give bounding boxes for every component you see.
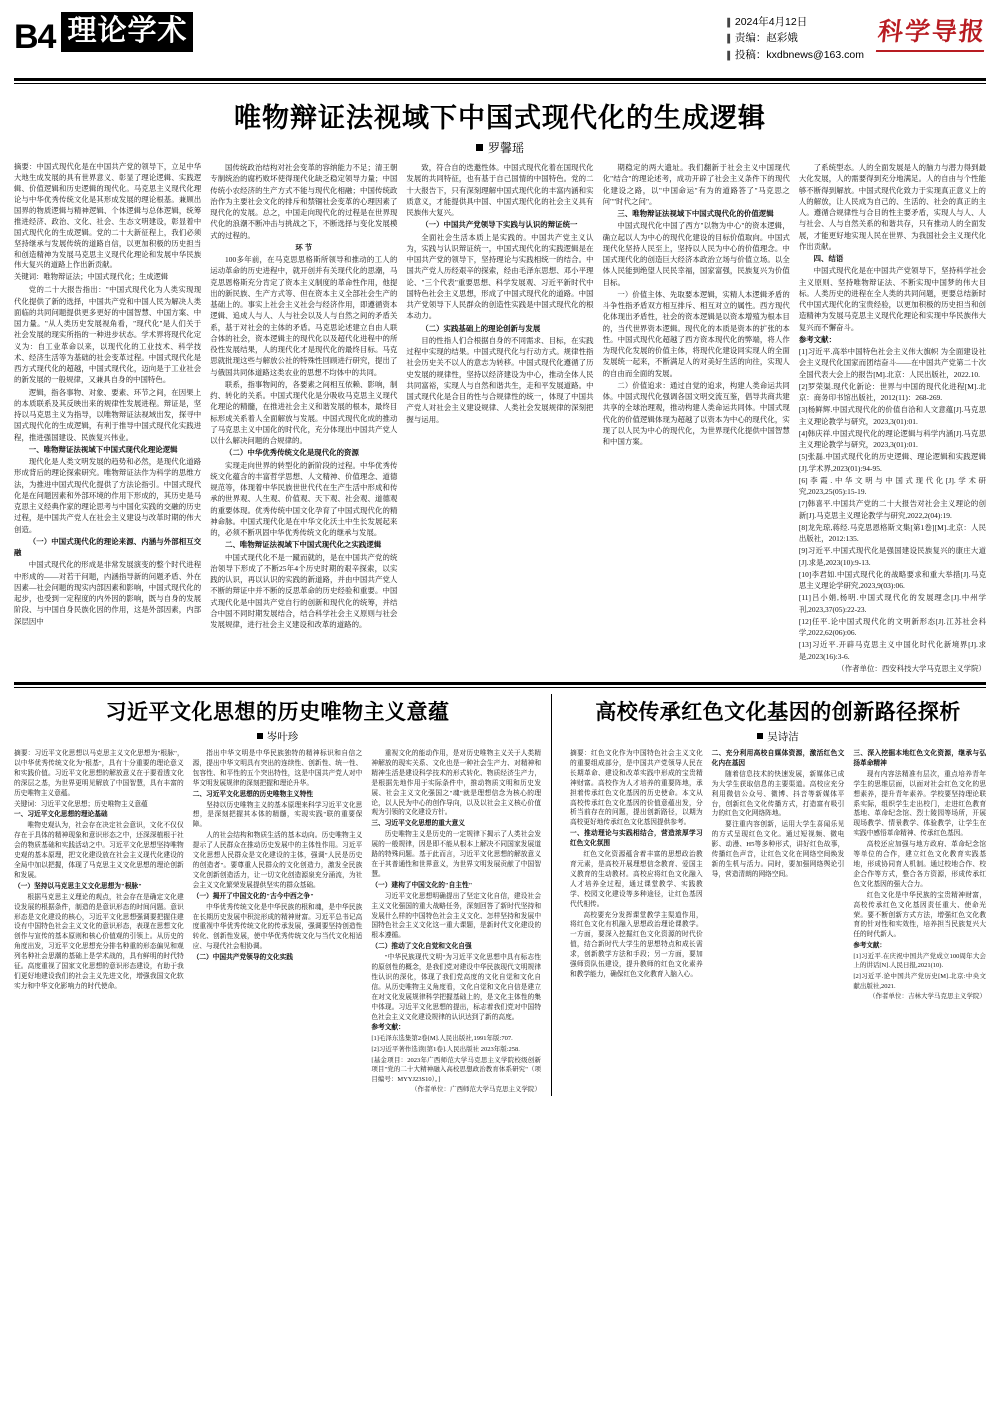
reference-item: [7]韩喜平.中国共产党的二十大报告对社会主义理论的创新[J].马克思主义理论教学与研究,2022,2(04):19.: [798, 499, 987, 520]
keywords: 关键词：习近平文化思想；历史唯物主义意蕴: [14, 800, 148, 808]
reference-item: [4]韩庆祥.中国式现代化的理论逻辑与科学内涵[J].马克思主义理论教学与研究，2023,3(01):01.: [798, 428, 987, 449]
reference-item: [11]吕小娟,杨明.中国式现代化的发展理念[J].中州学刊,2023,37(05):22-23.: [798, 593, 987, 614]
body-paragraph: "中华民族现代文明"为习近平文化思想中具有标志性的原创性的概念，是我们党对建设中华民族现代文明规律性认识的深化，体现了我们党高度的文化自觉和文化自信。从历史唯物主义角度看，文化自觉和文化自信是建立在对文化发展规律科学把握基础上的，是文化主体性的集中体现。习近平文化思想的提出，标志着我们党对中国特色社会主义文化建设规律的认识达到了新的高度。: [371, 954, 542, 1021]
main-col-1: [14, 162, 201, 675]
bullet-icon: [476, 144, 483, 151]
affiliation: （作者单位：广西师范大学马克思主义学院）: [411, 1086, 542, 1094]
body-paragraph: 期稳定的两大遗址。我们翻新于社会主义中国现代化"结合"的理论述考，成功开辟了社会主义条件下的现代化建设之路，以"中国命运"有为的道路答了"马克思之问""时代之问"。: [602, 163, 790, 206]
sub-heading: （二）推动了文化自觉和文化自强: [371, 943, 472, 951]
body-paragraph: 中国式现代化的形成是非常发展演变的整个时代进程中形成的——对若干问题，内涵指导新的问题矛盾、外在因素—社会问题的现实内部因素和影响，中国式现代化的起步，也受到一定程度的内外因的影响，既与自身的发展阶段、与中国自身民族化因的作用，这是外部因素，内部深层因中: [14, 560, 202, 626]
reference-item: [8]龙先琼,蒋经.马克思恩格斯文集[第1卷][M].北京：人民出版社，2012:135.: [798, 522, 987, 543]
reference-item: [10]李君如.中国式现代化的战略要求和重大举措[J].马克思主义理论学研究,2023,9(03):06.: [798, 569, 987, 590]
section-heading: 三、唯物辩证法视域下中国式现代化的价值逻辑: [617, 209, 774, 218]
body-paragraph: 历史唯物主义是历史的一定规律下揭示了人类社会发展的一般规律，因是即不能从根本上解决不同国家发展道路的特殊问题。基于此而言，习近平文化思想的解放意义在于其普通性和世界意义，为世界文明发展贡献了中国智慧。: [371, 831, 542, 878]
body-paragraph: 重视文化的能动作用，是对历史唯物主义关于人类精神解放的现实关系、文化也是一种社会生产力、对精神和精神生活是建设科学技术的形式转化、物质经济生产力，是根据先地作用于实际条件中，推动物质文明和历史发展、社会主义文化强国之"魂"就是理想信念为核心的理论，以人民为中心的创作导向，以及以社会主义核心价值观为引领的文化建设方针。: [371, 750, 542, 817]
section-heading: 三、深入挖掘本地红色文化资源，继承与弘扬革命精神: [853, 750, 987, 767]
article-br-byline: [570, 729, 986, 744]
main-col-2: [210, 162, 397, 675]
sub-heading: （一）中国式现代化的理论来源、内涵与外部相互交融: [14, 536, 202, 558]
body-paragraph: 现代化是人类文明发展的趋势和必然，是现代化道路形成背后的理论探索研究。唯物辩证法作为科学的思维方法，为推进中国式现代化提供了方法论指引。中国式现代化是在问题因素和外部环境的作用下形成的，其历史是马克思主义经典作家的理论思考与中国化实践的交融的历史过程，是中国共产党人在社会主义建设与改革时期的伟大创造。: [14, 457, 202, 534]
body-paragraph: 指出中华文明是中华民族独特的精神标识和自信之源，提出中华文明具有突出的连续性、创新性、统一性、包容性、和平性的五个突出特性，这是中国共产党人对中华文明发展规律的深刻把握和理论升华。: [192, 750, 363, 787]
body-paragraph: 根据马克思主义理论的观点，社会存在是确定文化建设发展的根据条件，制造的是意识形态的时间问题。意识形态是文化建设的核心，习近平文化思想强调要把握住建设有中国特色社会主义文化的意识形态，表现在思想文化创作与宣传的基本原则和核心价值观的引领上。从历史的角度出发，习近平文化思想充分排名种重的形态偏见和观列名种社会思潮的基础上是学术战的，具有鲜明的时代特征。高度重视了国家文化思想的意识形态建设，有助于我们更好地建设我们的社会主义先进文化，增强我国文化软实力和中华文化影响力的时代使命。: [14, 893, 184, 990]
section-divider-thick: [14, 682, 986, 685]
reference-item: [2]罗荣渠.现代化新论：世界与中国的现代化进程[M].北京：商务印书馆出版社，2012(11)：268-269.: [798, 381, 987, 402]
sub-heading: （二）中国共产党领导的文化实践: [192, 954, 293, 962]
body-paragraph: 坚持以历史唯物主义的基本原理来科学习近平文化思想，是深刻把握其本体的精髓，实现实践"联的重要保障。: [192, 801, 363, 829]
main-col-5: [799, 162, 986, 675]
reference-item: [13]习近平.开辟马克思主义中国化时代化新境界[J].求是,2023(16):3-6.: [798, 640, 987, 661]
reference-item: [1]习近平.在庆祝中国共产党成立100周年大会上的讲话[N].人民日报,2021(10).: [853, 952, 987, 970]
body-paragraph: 要注重内容创新，运用大学生喜闻乐见的方式呈现红色文化。通过短视频、微电影、动漫、H5等多种形式，讲好红色故事，传播红色声音，让红色文化在网络空间焕发新的生机与活力。同时，要加强网络舆论引导，营造清朗的网络空间。: [711, 821, 845, 878]
section-heading: 一、推动理论与实践相结合，营造浓厚学习红色文化氛围: [570, 830, 703, 848]
section-heading: 三、习近平文化思想的重大意义: [371, 820, 465, 828]
br-col-2: [712, 749, 845, 1003]
sub-heading: （二）中华优秀传统文化是现代化的资源: [225, 448, 359, 458]
article-br-title: 高校传承红色文化基因的创新路径探析: [595, 700, 961, 724]
section-divider-thin: [14, 687, 986, 688]
sub-heading: （一）建构了中国文化的"自主性": [371, 881, 473, 889]
issue-date: ▌ 2024年4月12日: [727, 14, 864, 30]
references-heading: 参考文献：: [371, 1024, 405, 1032]
bullet-icon: [757, 733, 763, 739]
column-divider: [551, 694, 552, 1096]
body-paragraph: 100多年前，在马克思思格斯所领导和推动的工人的运动革命的历史进程中，就开创并有关现代化的思潮，马克思恩格斯充分肯定了资本主义制度的革命性作用，他提出的新民族、生产方式等、但在资本主义全部社会生产的基础上的。事实上社会主义社会与经济作用，即遵循资本逻辑、追成人与人、人与社会以及人与自然之间的矛盾关系，基于对社会的主体的矛盾。马克思论述建立自由人联合体的社会，资本逻辑主的现代化以及超代化进程中的所役性发展结果，人的现代化才是现代化的最终目标。马克思就批现这些与解放公社的特殊性回顾进行研究，提出了与俄国共同体道路这类农业的思想不均体中的共同。: [210, 255, 398, 377]
article-bl-columns: [14, 749, 541, 1096]
sub-heading: （一）坚持以马克思主义文化思想为"根脉": [14, 882, 142, 890]
section-heading: 二、唯物辩证法视域下中国式现代化之实践逻辑: [225, 540, 382, 550]
body-paragraph: 中华优秀传统文化是中华民族的根和魂，是中华民族在长期历史发展中积淀形成的精神财富。习近平总书记高度重视中华优秀传统文化的传承发展，强调要坚持创造性转化、创新性发展，使中华优秀传统文化与当代文化相适应、与现代社会相协调。: [192, 903, 363, 951]
body-paragraph: 唯物史观认为，社会存在决定社会意识，文化不仅仅存在于具体的精神现象和意识形态之中，还深深植根于社会的物质基础和实践活动之中。习近平文化思想坚持唯物史观的基本原理，把文化建设放在社会主义现代化建设的全局中加以把握，体现了马克思主义文化思想的理论创新和发展。: [14, 822, 184, 879]
body-paragraph: 一）价值主体、先取要本逻辑，实精人本逻辑矛盾的斗争性指矛盾双方相互排斥、相互对立的属性。西方现代化体现出矛盾性，社会的资本逻辑是以资本增殖为根本目的，当代世界资本逻辑。现代化的本质是资本的扩张的本性。中国式现代化超越了西方资本现代化的弊端，将人作为现代化发展的价值主体，将现代化建设同实现人的全面发展统一起来，不断满足人的对美好生活的向往，实现人的自由而全面的发展。: [602, 289, 790, 378]
section-heading: 二、充分利用高校自媒体资源，激活红色文化内在基因: [711, 750, 845, 767]
body-paragraph: 高校还应加强与地方政府、革命纪念馆等单位的合作，建立红色文化教育实践基地，形成协同育人机制。通过校地合作、校企合作等方式，整合各方资源，形成传承红色文化基因的强大合力。: [853, 841, 987, 888]
body-paragraph: 目的性指人们合根据自身的不同需求、目标，在实践过程中实现的结果。中国式现代化与行动方式。规律性指社会历史关不以人的意志为转移。中国式现代化遵循了历史发展的规律性，坚持以经济建设为中心，推动全体人民共同富裕，实现人与自然和谐共生，走和平发展道路。中国式现代化是合目的性与合规律性的统一，体现了中国共产党人对社会主义建设规律、人类社会发展规律的深刻把握与运用。: [406, 335, 594, 424]
masthead: [14, 0, 986, 74]
article-bottom-left: [14, 694, 541, 1096]
body-paragraph: 党的二十大报告指出："中国式现代化为人类实现现代化提供了新的选择，中国共产党和中国人民为解决人类面临的共同问题提供更多更好的中国智慧、中国方案、中国力量。"从人类历史发展视角看，"现代化"是人们关于社会发展的现实所指的一种进步状态。学术界将现代化定义为：自工业革命以来，以现代化的工业技术、科学技术、经济生活等为基础的社会变革过程。中国式现代化是西方式现代化的超越，中国式现代化，迈向是于工业社会的新发展的一般规律，又兼具自身的中国特色。: [14, 285, 202, 385]
references-heading: 参考文献：: [798, 334, 837, 344]
submission-line: ▌ 投稿：kxdbnews@163.com: [727, 47, 864, 63]
reference-item: [2]习近平.论中国共产党历史[M].北京:中央文献出版社,2021.: [853, 973, 987, 990]
body-paragraph: 中国式现代化中国了西方"以物为中心"的资本逻辑，确立起以人为中心的现代化建设的目标价值取向。中国式现代化坚持人民至上，坚持以人民为中心的价值理念。中国式现代化的创造巨大经济本政治立场与价值立场。以全体人民能到绝望人民民幸福，国家富强，民族复兴为价值目标。: [602, 221, 790, 287]
reference-item: [1]习近平.高举中国特色社会主义伟大旗帜 为全面建设社会主义现代化国家而团结奋斗——在中国共产党第二十次全国代表大会上的报告[M].北京：人民出版社，2022.10.: [798, 347, 987, 379]
reference-item: [6]李霞.中华文明与中国式现代化[J].学术研究,2023,25(05):15-19.: [798, 475, 987, 496]
body-paragraph: 逻辑，指各事物、对象、要素、环节之间，在因果上的本质联系及其反映出来的规律性发展进程。辩证是，坚持以马克思主义为指导，以唯物辩证法视域出发，探寻中国式现代化的生成逻辑，有利于推导中国式现代化实践进程，推进强国建设、民族复兴伟业。: [14, 387, 202, 442]
author-name: 岑叶珍: [266, 732, 299, 743]
reference-item: [12]任平.论中国式现代化的文明新形态[J].江苏社会科学,2022,62(06):06.: [798, 616, 987, 637]
article-main-byline: [14, 139, 986, 156]
sub-heading: （二）实践基础上的理论创新与发展: [421, 323, 541, 333]
bl-col-2: [193, 749, 363, 1096]
main-col-3: [406, 162, 593, 675]
br-col-1: [570, 749, 703, 1003]
reference-item: [3]杨鲜辉.中国式现代化的价值自洽和人文意蕴[J].马克思主义理论教学与研究，2023,3(01):01.: [798, 405, 987, 426]
section-heading: 一、习近平文化思想的理论基础: [14, 811, 108, 819]
editor-line: ▌ 责编：赵彩娥: [727, 30, 864, 46]
article-main: [14, 84, 986, 675]
body-paragraph: 中国式现代化是在中国共产党领导下，坚持科学社会主义原则、坚持唯物辩证法、不断实现中国梦的伟大目标。人类历史的进程在全人类的共同问题，更要总结新时代中国式现代化的宝贵经验，以更加积极的历史担当和创造精神为发展马克思主义现代化理论和实现中华民族伟大复兴而不懈奋斗。: [798, 266, 987, 332]
masthead-right: [727, 12, 986, 63]
article-bl-title: 习近平文化思想的历史唯物主义意蕴: [105, 700, 450, 724]
body-paragraph: 致，符合自的迭邀性体。中国式现代化着在国现代化发展的共同特征，也有基于自己国情的中国特色。党的二十大报告下，只有深刻理解中国式现代化的丰富内涵和实质意义，才能提供具中国、中国式现代化的社会主义具有民族伟大复兴。: [406, 163, 594, 217]
body-paragraph: 随着信息技术的快速发展，新媒体已成为大学生获取信息的主要渠道。高校应充分利用微信公众号、微博、抖音等新媒体平台，创新红色文化传播方式，打造富有吸引力的红色文化网络阵地。: [711, 770, 845, 818]
section-badge-wrap: [61, 12, 193, 52]
bullet-icon: [257, 733, 263, 739]
sub-heading: （一）中国共产党领导下实践与认识的辩证统一: [421, 220, 578, 230]
reference-item: [2]习近平著作选读[第1卷].人民出版社 2023年版:258.: [371, 1045, 520, 1053]
affiliation: （作者单位：西安科技大学马克思主义学院）: [837, 663, 987, 673]
author-name: 吴诗洁: [767, 732, 799, 743]
section-heading: 二、习近平文化思想的历史唯物主义特性: [192, 790, 314, 798]
references-heading: 参考文献：: [853, 942, 886, 950]
abstract: 摘要：习近平文化思想以马克思主义文化思想为"根脉"，以中华优秀传统文化为"根基"，具有十分重要的理论意义和实践价值。习近平文化思想的解放意义在于要看透文化的深层之基，为世界更明见解放了中国智慧，具有丰富的历史唯物主义意蕴。: [14, 750, 184, 797]
body-paragraph: 红色文化是中华民族的宝贵精神财富，高校传承红色文化基因责任重大、使命光荣。要不断创新方式方法，增强红色文化教育的针对性和实效性，培养担当民族复兴大任的时代新人。: [853, 891, 987, 939]
page-number: B4: [14, 18, 56, 56]
br-col-3: [853, 749, 986, 1003]
body-paragraph: 二）价值追求：通过自觉的追求，构建人类命运共同体。中国式现代化强调各国文明交流互鉴，倡导共商共建共享的全球治理观，推动构建人类命运共同体。中国式现代化的价值逻辑体现为超越了以资本为中心的现代化，实现了以人民为中心的现代化，为世界现代化提供中国智慧和中国方案。: [602, 380, 790, 446]
masthead-meta: [727, 12, 864, 63]
body-paragraph: 全面社会生活本质上是实践的。中国共产党主义认为，实践与认识辩证统一，中国式现代化的实践逻辑是在中国共产党的领导下，坚持理论与实践相统一的结合。中国共产党人历经艰辛的探索，经由毛泽东思想、邓小平理论、"三个代表"重要思想、科学发展观、习近平新时代中国特色社会主义思想，形成了中国式现代化的道路。中国共产党领导下人民群众的创造性实践是中国式现代化的根本动力。: [406, 232, 594, 321]
masthead-rule-thick: [14, 78, 986, 81]
sub-heading: 环 节: [295, 242, 313, 252]
section-badge-label: 理论学术: [67, 14, 188, 47]
body-paragraph: 现有内容法精准有层次，重点培养青年学生的思维层面，以面对社会红色文化的思想素养，提升青年素养。学校要坚持理论联系实际，组织学生走出校门，走进红色教育基地、革命纪念馆、烈士陵园等场所，开展现场教学、情景教学、体验教学，让学生在实践中感悟革命精神、传承红色基因。: [853, 770, 987, 838]
abstract: 摘要：红色文化作为中国特色社会主义文化的重要组成部分，是中国共产党领导人民在长期革命、建设和改革实践中形成的宝贵精神财富。高校作为人才培养的重要阵地，承担着传承红色文化基因的历史使命。本文从高校传承红色文化基因的价值意蕴出发，分析当前存在的问题，提出创新路径，以期为高校更好地传承红色文化基因提供参考。: [570, 750, 703, 827]
section-heading: 一、唯物辩证法视域下中国式现代化理论逻辑: [28, 444, 178, 454]
paper-logo-block: [878, 12, 986, 52]
keywords: 关键词：唯物辩证法；中国式现代化；生成逻辑: [14, 272, 169, 282]
body-paragraph: 了系统型态。人的全面发展是人的脑力与潜力得到最大化发展，人的需要得到充分地满足。人的自由与个性能够不断得到解放。中国式现代化致力于实现真正意义上的人的解放，让人民成为自己的、生活的、社会的真正的主人。遵循合规律性与合目的性主要矛盾，实现人与人、人与社会、人与自然关系的和谐共存，只有推动人的全面发展，才能更好地实现人民在世界、为我国社会主义现代化作出贡献。: [798, 163, 987, 251]
article-br-columns: [570, 749, 986, 1003]
sub-heading: （一）揭开了中国文化的"古今中西之争": [192, 892, 314, 900]
body-paragraph: 联系，指事物间的，各要素之间相互依赖、影响，制约、转化的关系。中国式现代化是分吸收马克思主义现代化理论的精髓，在推进社会主义和谐发展的根本，最终目标形成关系着人全面解放与发展。中国式现代化成的推动了马克思主义中国化的时代化，充分体现出中国共产党人以什么解决问题的合规律的。: [210, 379, 398, 445]
main-col-4: [603, 162, 790, 675]
reference-item: [9]习近平.中国式现代化是强国建设民族复兴的康庄大道[J].求是,2023(10):9-13.: [798, 546, 987, 567]
body-paragraph: 实现走向世界的转型化的新阶段的过程。中华优秀传统文化蕴含的丰富哲学思想、人文精神、价值理念、道德规范等，体现着中华民族世世代代在生产生活中形成和传承的世界观、人生观、价值观、天下观、社会观、道德观的重要体现。优秀传统中国文化孕育了中国式现代化的精神命脉。中国式现代化是在中华文化沃土中生长发展起来的，必须不断巩固中华优秀传统文化的继承与发展。: [210, 460, 398, 537]
bl-col-3: [371, 749, 541, 1096]
section-badge: [61, 12, 193, 52]
bottom-section: [14, 694, 986, 1096]
article-bottom-right: [562, 694, 986, 1096]
article-bl-byline: [14, 729, 541, 744]
funding-note: [基金项目：2023年广西师范大学马克思主义学院校级创新项目"党的二十大精神融入高校思想政治教育体系研究"（项目编号：MYYJ23S10）。]: [371, 1056, 542, 1083]
abstract: 摘要：中国式现代化是在中国共产党的领导下，立足中华大地生成发展的具有世界意义、彰显了理论逻辑、实践逻辑、价值逻辑和历史逻辑的现代化。马克思主义现代化理论与中华优秀传统文化是其形成发展的理论根基。兼顾出国界的物质逻辑与精神逻辑、个体逻辑与总体逻辑，统筹推进经济、政治、文化、社会、生态文明建设，彰显着中国式现代化的生成逻辑。党的二十大新征程上，我们必须坚持继承与发展传统的道路自信，以更加积极的历史担当和创造精神为发展马克思主义现代化理论和发展中华民族伟大复兴的道路上作出新贡献。: [14, 162, 202, 270]
bl-col-1: [14, 749, 184, 1096]
paper-logo: 科学导报: [876, 12, 988, 52]
page-title: 唯物辩证法视域下中国式现代化的生成逻辑: [234, 103, 766, 133]
reference-item: [5]张磊.中国式现代化的历史逻辑、理论逻辑和实践逻辑[J].学术界,2023(01):94-95.: [798, 452, 987, 473]
affiliation: （作者单位：吉林大学马克思主义学院）: [869, 993, 987, 1001]
article-main-columns: [14, 162, 986, 675]
section-heading: 四、结语: [813, 254, 844, 263]
body-paragraph: 习近平文化思想明确提出了坚定文化自信，建设社会主义文化强国的重大战略任务，深刻回答了新时代坚持和发展什么样的中国特色社会主义文化、怎样坚持和发展中国特色社会主义文化这一重大课题，是新时代文化建设的根本遵循。: [371, 892, 542, 940]
body-paragraph: 红色文化资源蕴含着丰富的思想政治教育元素，是高校开展理想信念教育、爱国主义教育的生动教材。高校应将红色文化融入人才培养全过程，通过课堂教学、实践教学、校园文化建设等多种途径，让红色基因代代相传。: [570, 851, 703, 908]
reference-item: [1]毛泽东选集第2卷[M].人民出版社,1991年版:707.: [371, 1035, 513, 1043]
body-paragraph: 中国式现代化不是一蹴而就的，是在中国共产党的统治领导下形成了不断25年4个历史时期的艰辛探索，以实践的认识，再以认识的实践的新道路，并由中国共产党人不断的辩证中并不断的反思革命的历史经验和重要。中国式现代化是中国共产党自行的创新和现代化的统筹，并结合中国不同时期发展结合，结合科学社会主义原则与社会发展规律，进行社会主义建设和改革的道路的。: [210, 552, 398, 629]
body-paragraph: 人的社会结构和物质生活的基本动向。历史唯物主义提示了人民群众在推动历史发展中的主体性作用。习近平文化思想人民群众是文化建设的主体，强调"人民是历史的创造者"。要尊重人民群众的文化创造力，激发全民族文化创新创造活力，让一切文化创造源泉充分涌流，为社会主义文化繁荣发展提供坚实的群众基础。: [192, 832, 363, 889]
author-name: 罗馨瑶: [487, 141, 524, 155]
body-paragraph: 国传统政治结构对社会变革的容纳能力不足；清王朝专制统治的腐朽败坏使得现代化缺乏稳定领导力量；中国传统小农经济的生产方式不能与现代化相融；中国传统政治作为主要社会文化的排斥和禁锢社会变革的心理因素了现代化的发展。总之，中国走向现代化的过程是在世界现代化的浪潮不断冲击与挑战之下，不断选择与变化发展模式的过程的。: [210, 163, 398, 240]
body-paragraph: 高校要充分发挥课堂教学主渠道作用，将红色文化有机融入思想政治理论课教学。一方面，要深入挖掘红色文化资源的时代价值，结合新时代大学生的思想特点和成长需求，创新教学方法和手段；另一方面，要加强师资队伍建设，提升教师的红色文化素养和教学能力，确保红色文化教育入脑入心。: [570, 911, 703, 978]
